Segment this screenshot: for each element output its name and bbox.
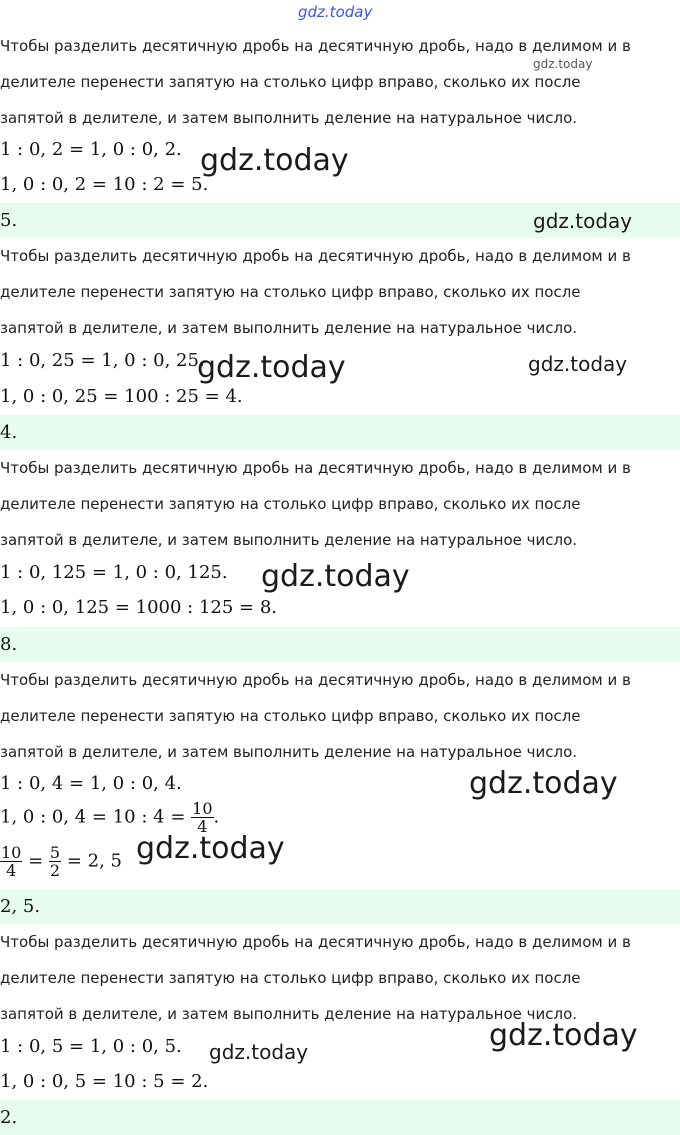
fraction-numerator: 10 (1, 843, 22, 862)
top-watermark: gdz.today (298, 3, 373, 21)
fraction-numerator: 5 (49, 843, 61, 862)
rule-paragraph (0, 924, 680, 1032)
watermark: gdz.today (197, 350, 346, 385)
math-step: 1, 0 : 0, 2 = 10 : 2 = 5. (0, 174, 209, 195)
math-step: 1, 0 : 0, 25 = 100 : 25 = 4. (0, 386, 243, 407)
math-step-fraction (0, 844, 122, 879)
rule-line: делителе перенести запятую на столько цифр вправо, сколько их после (0, 73, 581, 91)
answer-bar: 4. (0, 415, 680, 450)
math-step-text: 1, 0 : 0, 4 = 10 : 4 = (0, 806, 186, 828)
rule-line: делителе перенести запятую на столько цифр вправо, сколько их после (0, 495, 581, 513)
watermark: gdz.today (489, 1018, 638, 1053)
rule-line: запятой в делителе, и затем выполнить деление на натуральное число. (0, 1005, 578, 1023)
watermark: gdz.today (469, 766, 618, 801)
fraction-denominator: 4 (197, 817, 208, 836)
answer-bar: 5. (0, 203, 680, 238)
fraction-denominator: 2 (49, 861, 61, 880)
rule-line: делителе перенести запятую на столько цифр вправо, сколько их после (0, 969, 581, 987)
math-equals: = (28, 850, 44, 872)
watermark: gdz.today (209, 1040, 309, 1064)
answer-bar: 2. (0, 1100, 680, 1135)
math-step: 1 : 0, 125 = 1, 0 : 0, 125. (0, 562, 228, 583)
rule-line: Чтобы разделить десятичную дробь на десятичную дробь, надо в делимом и в (0, 459, 631, 477)
rule-line: делителе перенести запятую на столько цифр вправо, сколько их после (0, 707, 581, 725)
math-period: . (213, 806, 220, 828)
fraction (0, 844, 22, 879)
rule-line: Чтобы разделить десятичную дробь на десятичную дробь, надо в делимом и в (0, 671, 631, 689)
watermark: gdz.today (261, 559, 410, 594)
fraction (191, 800, 213, 835)
rule-line: запятой в делителе, и затем выполнить деление на натуральное число. (0, 743, 578, 761)
watermark: gdz.today (200, 143, 349, 178)
fraction-denominator: 4 (6, 861, 17, 880)
math-step-fraction (0, 800, 219, 835)
math-result: = 2, 5 (66, 850, 122, 872)
rule-line: запятой в делителе, и затем выполнить деление на натуральное число. (0, 319, 578, 337)
rule-line: делителе перенести запятую на столько цифр вправо, сколько их после (0, 283, 581, 301)
rule-line: запятой в делителе, и затем выполнить деление на натуральное число. (0, 531, 578, 549)
math-step: 1, 0 : 0, 5 = 10 : 5 = 2. (0, 1071, 209, 1092)
rule-paragraph (0, 450, 680, 558)
fraction-numerator: 10 (192, 799, 213, 818)
math-step: 1 : 0, 4 = 1, 0 : 0, 4. (0, 773, 182, 794)
rule-paragraph (0, 238, 680, 346)
rule-line: запятой в делителе, и затем выполнить деление на натуральное число. (0, 109, 578, 127)
rule-line: Чтобы разделить десятичную дробь на десятичную дробь, надо в делимом и в (0, 247, 631, 265)
math-step: 1 : 0, 2 = 1, 0 : 0, 2. (0, 139, 182, 160)
rule-line: Чтобы разделить десятичную дробь на десятичную дробь, надо в делимом и в (0, 37, 631, 55)
watermark: gdz.today (533, 209, 633, 233)
fraction (49, 844, 61, 879)
math-step: 1, 0 : 0, 125 = 1000 : 125 = 8. (0, 597, 278, 618)
rule-line: Чтобы разделить десятичную дробь на десятичную дробь, надо в делимом и в (0, 933, 631, 951)
watermark-small: gdz.today (533, 57, 593, 71)
rule-paragraph (0, 662, 680, 770)
math-step: 1 : 0, 25 = 1, 0 : 0, 25. (0, 350, 205, 371)
rule-paragraph (0, 28, 680, 136)
math-step: 1 : 0, 5 = 1, 0 : 0, 5. (0, 1036, 182, 1057)
answer-bar: 2, 5. (0, 889, 680, 924)
watermark: gdz.today (528, 352, 628, 376)
watermark: gdz.today (136, 831, 285, 866)
answer-bar: 8. (0, 627, 680, 662)
